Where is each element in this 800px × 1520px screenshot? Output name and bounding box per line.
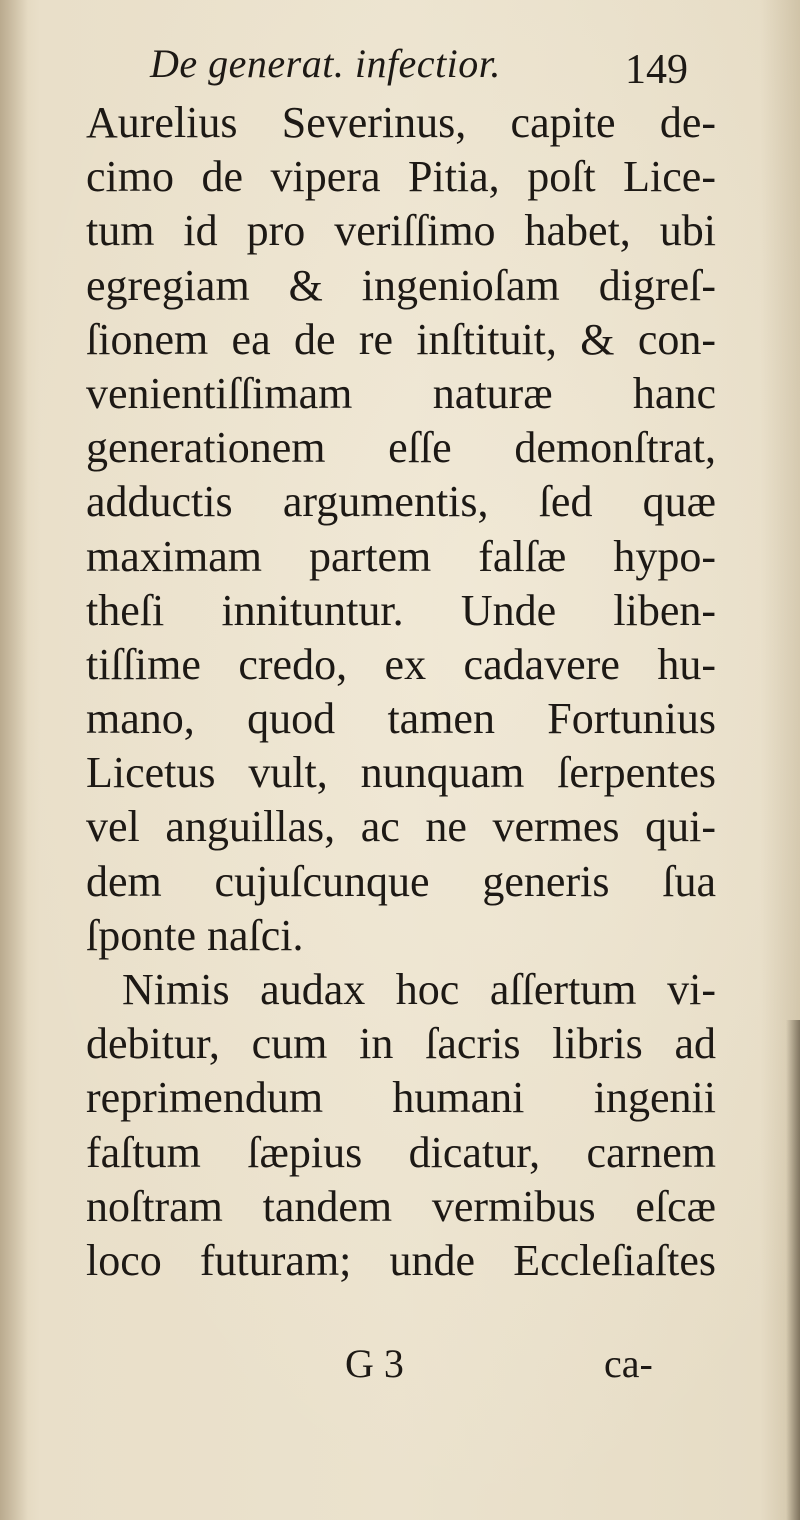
text-line: theſi innituntur. Unde liben- (86, 585, 716, 635)
text-line: debitur, cum in ſacris libris ad (86, 1019, 716, 1069)
text-line: mano, quod tamen Fortunius (86, 694, 716, 744)
text-line: tiſſime credo, ex cadavere hu- (86, 639, 716, 689)
signature-mark: G 3 (345, 1341, 404, 1386)
page-edge-shadow (786, 1020, 800, 1520)
paragraph-first-line: Nimis audax hoc aſſertum vi- (122, 965, 716, 1014)
text-line: ſionem ea de re inſtituit, & con- (86, 314, 716, 364)
text-line: venientiſſimam naturæ hanc (86, 368, 716, 418)
text-line: tum id pro veriſſimo habet, ubi (86, 206, 716, 256)
text-line: reprimendum humani ingenii (86, 1073, 716, 1123)
catchword: ca- (604, 1341, 653, 1386)
text-line: loco futuram; unde Eccleſiaſtes (86, 1235, 716, 1285)
text-line: ſponte naſci. (86, 910, 304, 960)
text-line: noſtram tandem vermibus eſcæ (86, 1181, 716, 1231)
text-line: dem cujuſcunque generis ſua (86, 856, 716, 906)
page-number: 149 (625, 47, 688, 93)
running-head: De generat. infectior. (150, 41, 501, 86)
text-line: Licetus vult, nunquam ſerpentes (86, 748, 716, 798)
gutter-shadow (0, 0, 28, 1520)
text-line: egregiam & ingenioſam digreſ- (86, 260, 716, 310)
text-line: Aurelius Severinus, capite de- (86, 98, 716, 147)
text-line: generationem eſſe demonſtrat, (86, 423, 716, 473)
page-header (0, 32, 800, 102)
text-line: cimo de vipera Pitia, poſt Lice- (86, 152, 716, 202)
body-text (86, 96, 716, 1288)
text-line: faſtum ſæpius dicatur, carnem (86, 1127, 716, 1177)
text-line: adductis argumentis, ſed quæ (86, 477, 716, 527)
text-line: maximam partem falſæ hypo- (86, 531, 716, 581)
text-line: vel anguillas, ac ne vermes qui- (86, 802, 716, 852)
